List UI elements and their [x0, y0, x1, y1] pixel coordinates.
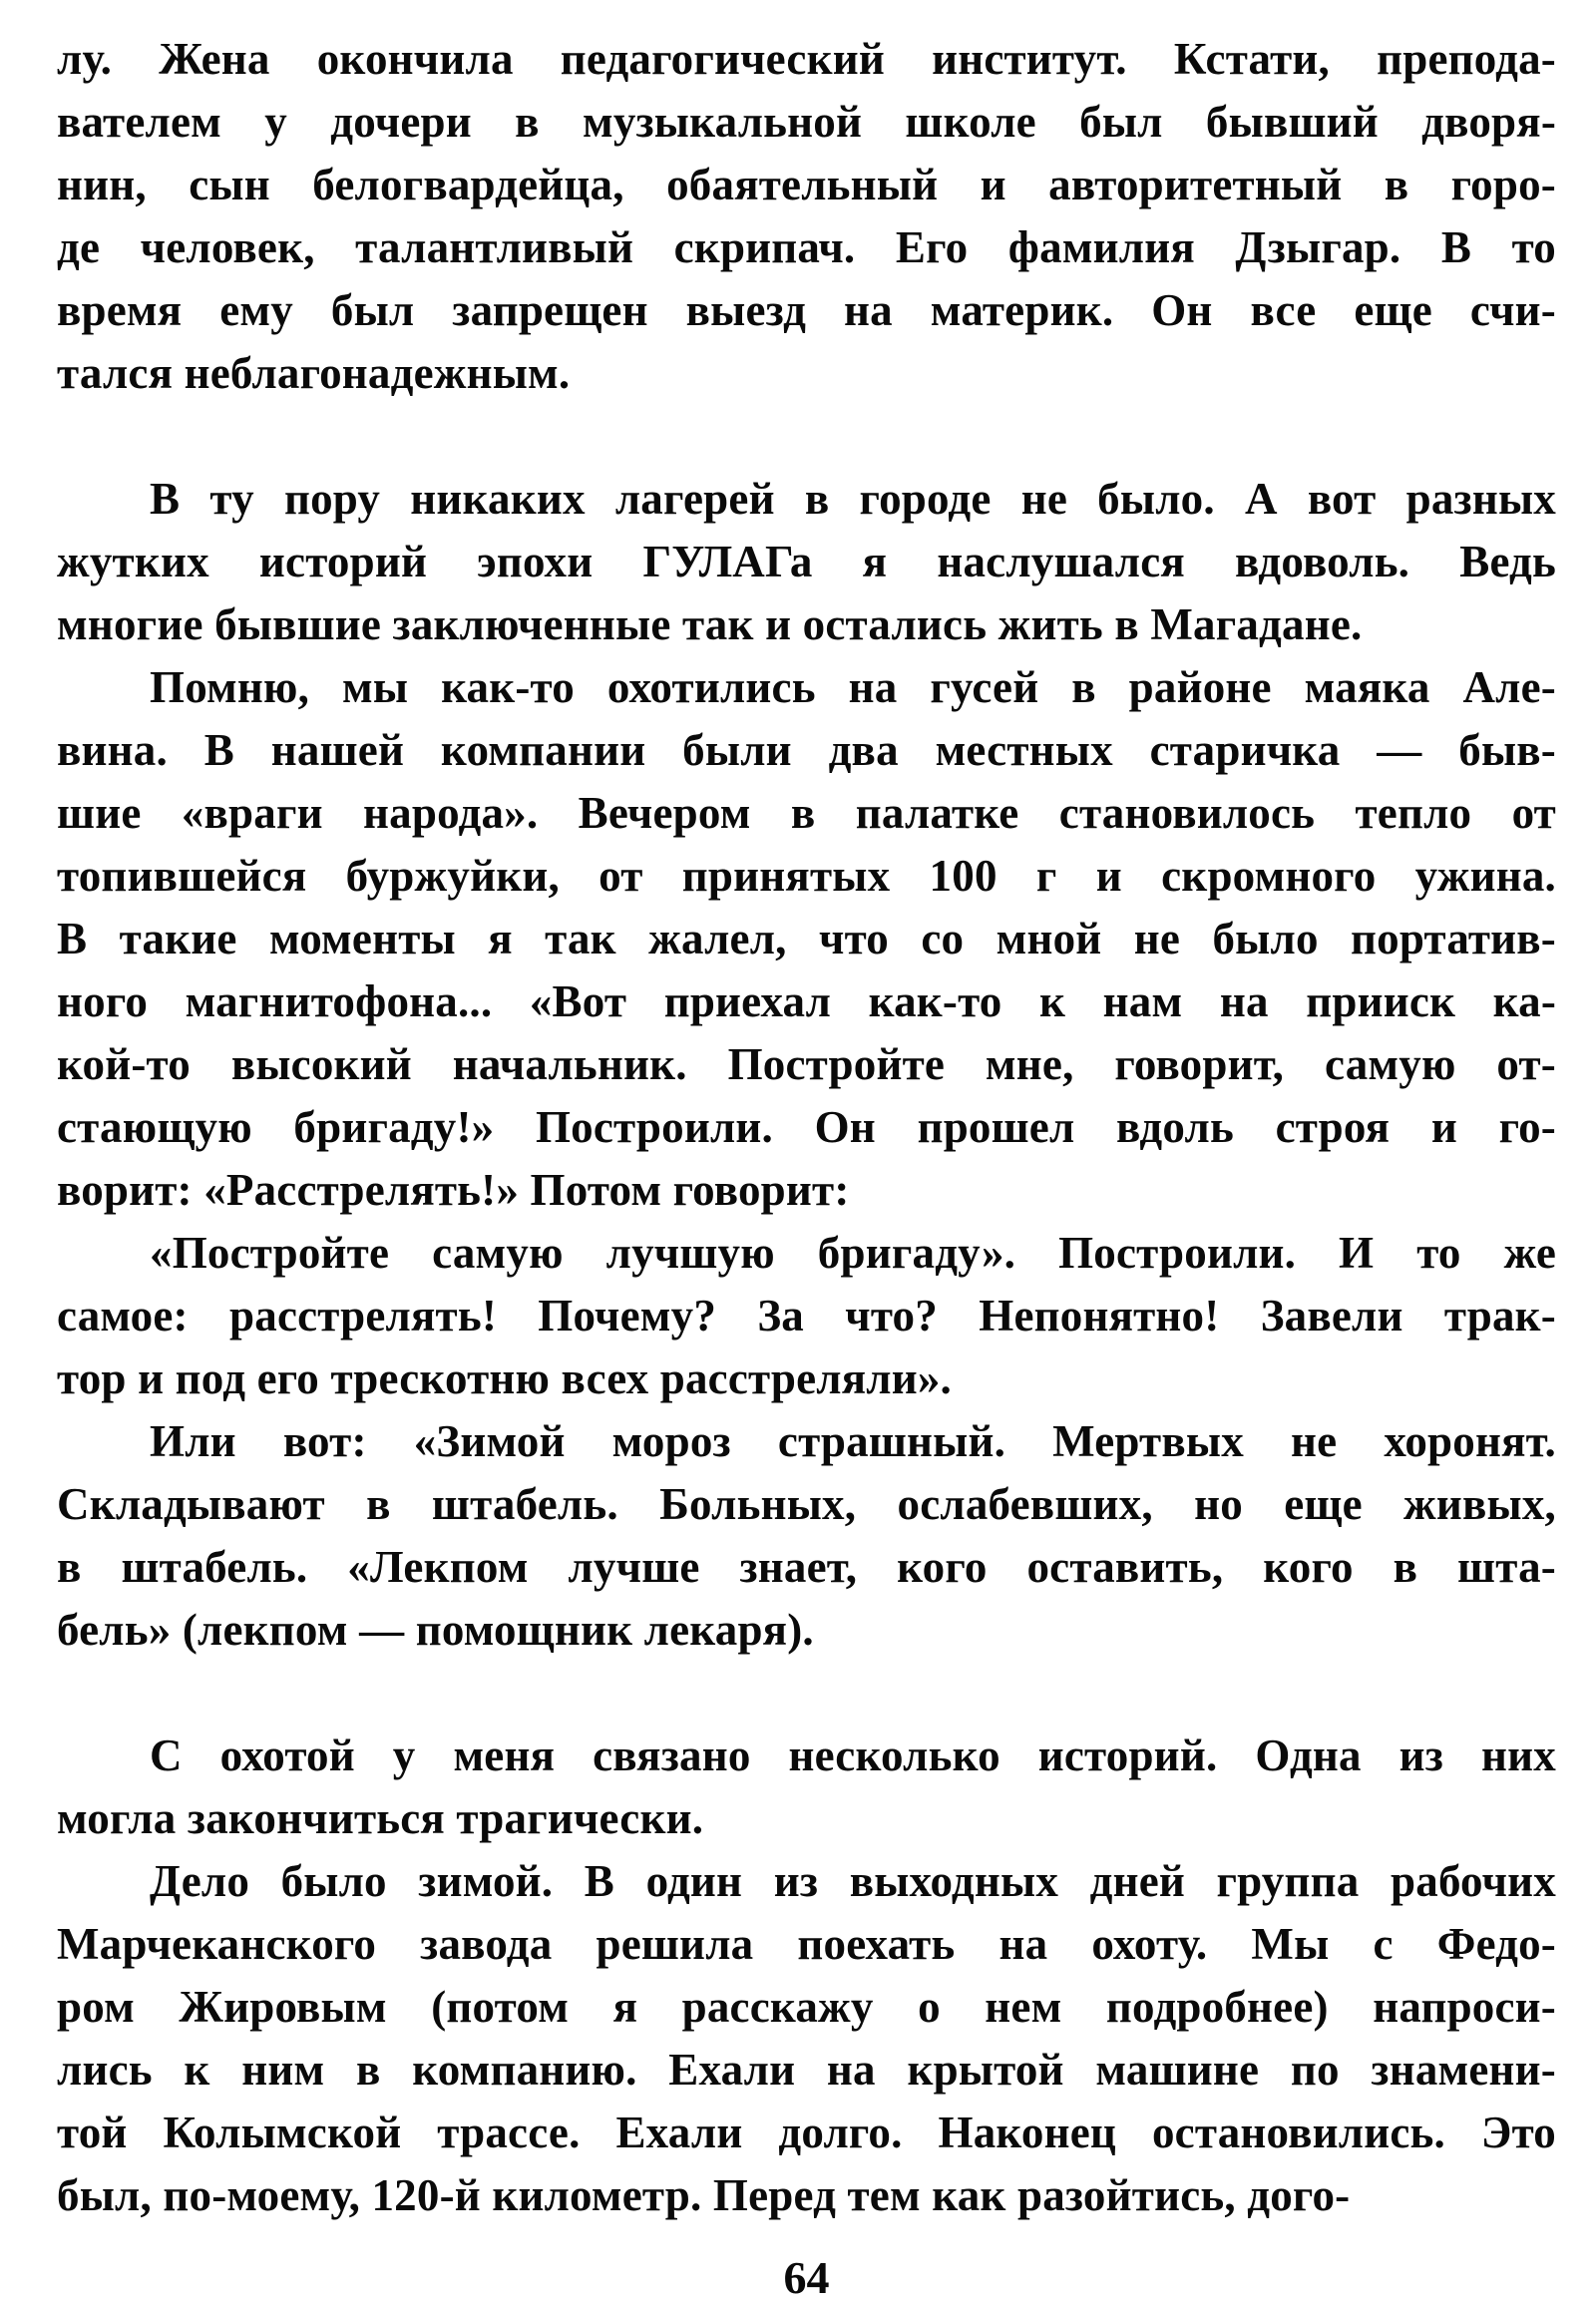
text-line: многие бывшие заключенные так и остались жить в Магадане. [57, 599, 1363, 649]
text-line: Дело было зимой. В один из выходных дней группа рабочих [150, 1856, 1556, 1906]
text-line: лись к ним в компанию. Ехали на крытой машине по знамени- [57, 2045, 1556, 2095]
text-line: жутких историй эпохи ГУЛАГа я наслушался вдоволь. Ведь [57, 537, 1556, 586]
text-line: де человек, талантливый скрипач. Его фамилия Дзыгар. В то [57, 222, 1556, 272]
text-line: Марчеканского завода решила поехать на охоту. Мы с Федо- [57, 1919, 1556, 1969]
text-line: кой-то высокий начальник. Постройте мне, говорит, самую от- [57, 1039, 1556, 1089]
text-line: ного магнитофона... «Вот приехал как-то к нам на прииск ка- [57, 976, 1556, 1026]
text-line: С охотой у меня связано несколько историй. Одна из них [150, 1730, 1556, 1780]
text-line: шие «враги народа». Вечером в палатке становилось тепло от [57, 788, 1556, 838]
text-line: тался неблагонадежным. [57, 348, 571, 398]
text-line: В такие моменты я так жалел, что со мной не было портатив- [57, 914, 1556, 963]
text-block [57, 28, 1556, 2227]
text-line: лу. Жена окончила педагогический институт. Кстати, препода- [57, 34, 1556, 84]
paragraph [57, 1222, 1556, 1410]
text-line: самое: расстрелять! Почему? За что? Непонятно! Завели трак- [57, 1291, 1556, 1341]
paragraph [57, 468, 1556, 656]
text-line: ворит: «Расстрелять!» Потом говорит: [57, 1165, 850, 1215]
text-line: в штабель. «Лекпом лучше знает, кого оставить, кого в шта- [57, 1542, 1556, 1592]
text-line: Помню, мы как-то охотились на гусей в районе маяка Але- [150, 662, 1556, 712]
text-line: топившейся буржуйки, от принятых 100 г и скромного ужина. [57, 851, 1556, 901]
text-line: бель» (лекпом — помощник лекаря). [57, 1605, 814, 1655]
text-line: «Постройте самую лучшую бригаду». Построили. И то же [150, 1228, 1556, 1278]
text-line: тор и под его трескотню всех расстреляли». [57, 1353, 952, 1403]
text-line: вателем у дочери в музыкальной школе был бывший дворя- [57, 97, 1556, 147]
text-line: той Колымской трассе. Ехали долго. Наконец остановились. Это [57, 2108, 1556, 2157]
paragraph [57, 1725, 1556, 1850]
paragraph [57, 656, 1556, 1222]
text-line: ром Жировым (потом я расскажу о нем подробнее) напроси- [57, 1982, 1556, 2032]
text-line: вина. В нашей компании были два местных старичка — быв- [57, 725, 1556, 775]
text-line: Или вот: «Зимой мороз страшный. Мертвых не хоронят. [150, 1416, 1556, 1466]
text-line: нин, сын белогвардейца, обаятельный и авторитетный в горо- [57, 160, 1556, 209]
text-line: В ту пору никаких лагерей в городе не было. А вот разных [150, 474, 1556, 524]
text-line: Складывают в штабель. Больных, ослабевших, но еще живых, [57, 1479, 1556, 1529]
page-number: 64 [783, 2252, 830, 2303]
paragraph [57, 1410, 1556, 1662]
text-line: стающую бригаду!» Построили. Он прошел вдоль строя и го- [57, 1102, 1556, 1152]
paragraph [57, 28, 1556, 405]
text-line: могла закончиться трагически. [57, 1793, 704, 1843]
page-footer [57, 2253, 1556, 2303]
text-line: был, по-моему, 120-й километр. Перед тем как разойтись, дого- [57, 2170, 1351, 2220]
text-line: время ему был запрещен выезд на материк. Он все еще счи- [57, 285, 1556, 335]
paragraph [57, 1850, 1556, 2227]
